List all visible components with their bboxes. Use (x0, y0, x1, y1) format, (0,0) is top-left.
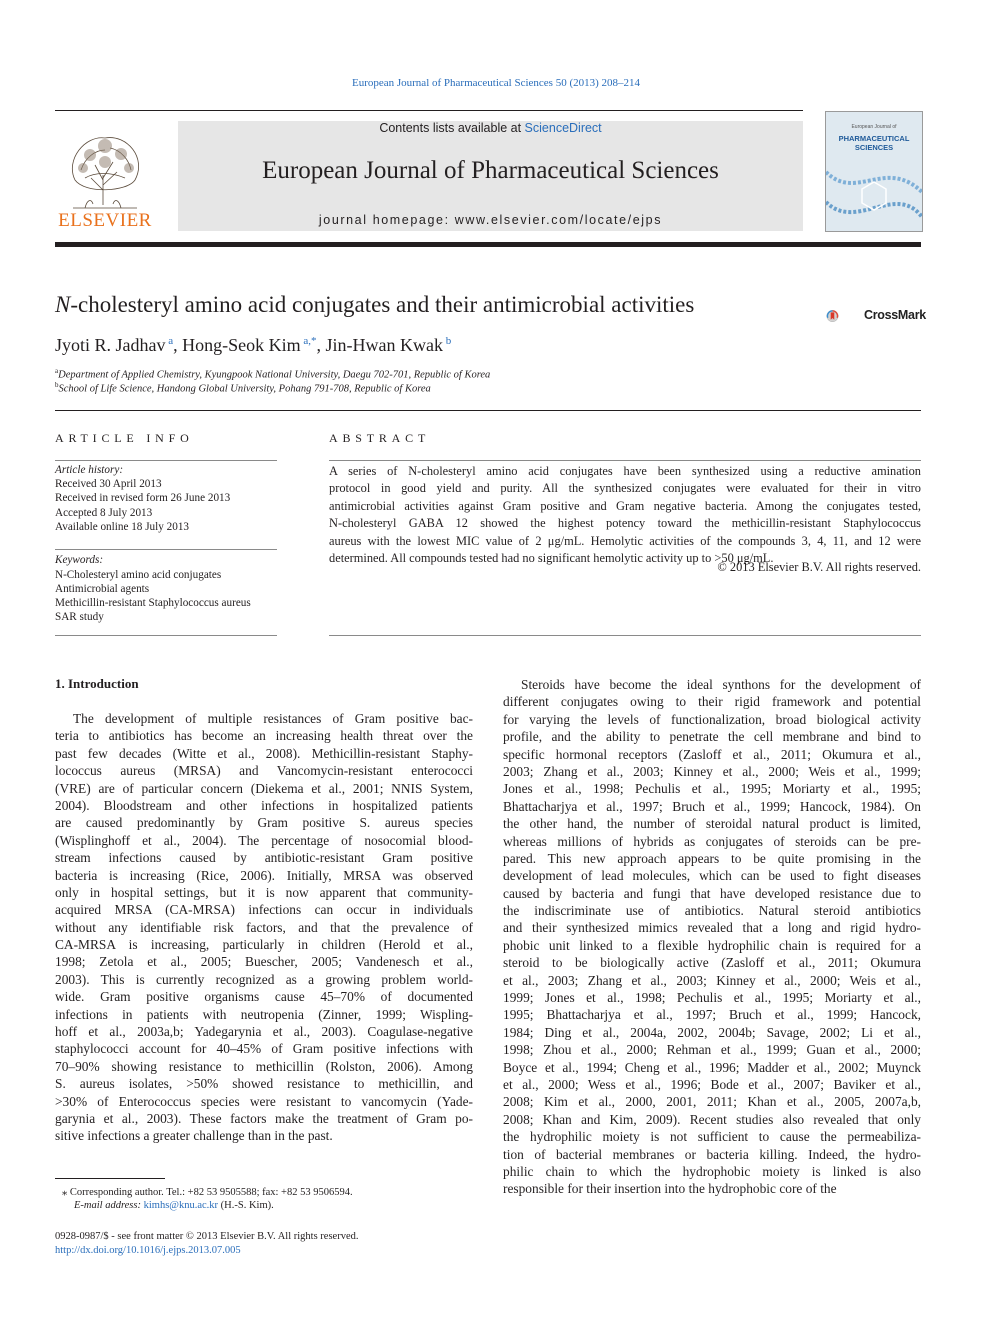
author-name[interactable]: Hong-Seok Kim (182, 335, 301, 355)
body-text-line: 2004). Bloodstream and other infections in hospitalized patients (55, 797, 473, 813)
copyright-notice: © 2013 Elsevier B.V. All rights reserved. (717, 560, 921, 574)
body-text-line: Boyce et al., 1994; Cheng et al., 1996; Madder et al., 2002; Muynck (503, 1059, 921, 1075)
body-text-line: 2008; Kim et al., 2000, 2001, 2011; Khan et al., 2005, 2007a,b, (503, 1094, 921, 1110)
journal-citation[interactable]: European Journal of Pharmaceutical Sciences 50 (2013) 208–214 (351, 77, 641, 89)
keyword: SAR study (55, 611, 104, 623)
body-text-line: different conjugates owing to their rigid framework and potential (503, 694, 921, 710)
cover-title: PHARMACEUTICAL SCIENCES (838, 134, 910, 152)
crossmark-label[interactable]: CrossMark (864, 308, 926, 322)
body-text-line: tion of bacterial membranes or bacteria killing. Indeed, the hydro- (503, 1146, 921, 1162)
article-title: N-cholesteryl amino acid conjugates and their antimicrobial activities (55, 292, 695, 317)
body-text-line: sitive infections a greater challenge than in the past. (55, 1128, 333, 1144)
author-affil-sup[interactable]: b (445, 335, 452, 347)
body-column-left (55, 710, 473, 1145)
body-text-line: staphylococci account for 40–45% of Gram positive infections with (55, 1041, 473, 1057)
body-text-line: wide. Gram positive organisms cause 45–70% of documented (55, 989, 473, 1005)
abstract-line: determined. All compounds tested had no significant hemolytic activity up to >50 μg/mL. (329, 550, 774, 565)
body-text-line: teria to antibiotics has become an increasing health threat over the (55, 728, 473, 744)
divider (329, 635, 921, 636)
body-text-line: steroid to be biologically active (Zasloff et al., 2011; Okumura (503, 955, 921, 971)
body-text-line: Bhattacharjya et al., 1997; Bruch et al., 1999; Hancock, 1984). On (503, 798, 921, 814)
body-text-line: 1998; Zhou et al., 2000; Rehman et al., 1999; Guan et al., 2000; (503, 1042, 921, 1058)
body-text-line: bacteria is increasing (Rice, 2006). Initially, MRSA was observed (55, 867, 473, 883)
body-text-line: 70–90% showing resistance to methicillin (Rolston, 2006). Among (55, 1058, 473, 1074)
body-text-line: and their synthesized mimics revealed that a long and rigid hydro- (503, 920, 921, 936)
contents-line: Contents lists available at ScienceDirect (379, 121, 602, 135)
corresponding-author-note: ⁎ Corresponding author. Tel.: +82 53 9505588; fax: +82 53 9506594. (62, 1187, 353, 1198)
abstract-heading: ABSTRACT (329, 431, 431, 445)
body-text-line: the indiscriminate use of antibiotics. Natural steroid antibiotics (503, 903, 921, 919)
body-text-line: 2003). This is currently recognized as a growing problem world- (55, 971, 473, 987)
divider (55, 635, 277, 636)
body-text-line: development of lead molecules, which can be used to fight diseases (503, 868, 921, 884)
body-text-line: are caused predominantly by Gram positive S. aureus species (55, 815, 473, 831)
author-affil-sup[interactable]: a,* (303, 335, 317, 347)
journal-name: European Journal of Pharmaceutical Sciences (262, 157, 719, 184)
body-text-line: (VRE) are of particular concern (Diekema et al., 2001; NNIS System, (55, 780, 473, 796)
body-text-line: 1999; Jones et al., 1998; Pechulis et al., 1995; Moriarty et al., (503, 990, 921, 1006)
author-name[interactable]: Jyoti R. Jadhav (55, 335, 166, 355)
history-item: Received 30 April 2013 (55, 478, 162, 490)
sciencedirect-link[interactable]: ScienceDirect (524, 121, 602, 135)
body-text-line: stream infections caused by antibiotic-resistant Gram positive (55, 850, 473, 866)
body-text-line: et al., 2003; Zhang et al., 2003; Kinney et al., 2000; Weis et al., (503, 972, 921, 988)
body-text-line: the other hand, the number of steroidal natural product is limited, (503, 816, 921, 832)
body-text-line: et al., 2000; Wess et al., 1996; Bode et al., 2007; Baviker et al., (503, 1076, 921, 1092)
body-text-line: philic chain to which the hydrophobic moiety is linked is also (503, 1163, 921, 1179)
divider (55, 549, 277, 550)
doi-link[interactable]: http://dx.doi.org/10.1016/j.ejps.2013.07.005 (55, 1245, 241, 1256)
body-text-line: >30% of Enterococcus species were resistant to vancomycin (Yade- (55, 1093, 473, 1109)
body-column-right (503, 676, 921, 1198)
abstract-line: A series of N-cholesteryl amino acid conjugates have been synthesized using a reductive amination (329, 464, 921, 478)
body-text-line: (Wisplinghoff et al., 2004). The percentage of nosocomial blood- (55, 832, 473, 848)
history-item: Received in revised form 26 June 2013 (55, 492, 231, 504)
body-text-line: specific hormonal receptors (Zasloff et al., 2011; Okumura et al., (503, 746, 921, 762)
abstract-line: antimicrobial activities against Gram positive and Gram negative bacteria. Among the conjugates tested, (329, 498, 921, 513)
email-note: E-mail address: kimhs@knu.ac.kr (H.-S. Kim). (74, 1200, 274, 1211)
journal-cover-thumbnail[interactable] (825, 111, 923, 232)
history-item: Accepted 8 July 2013 (55, 507, 153, 519)
keyword: Antimicrobial agents (55, 583, 150, 595)
keyword: N-Cholesteryl amino acid conjugates (55, 569, 222, 581)
issn-line: 0928-0987/$ - see front matter © 2013 Elsevier B.V. All rights reserved. (55, 1231, 359, 1242)
body-text-line: garynia et al., 2003). These factors make the treatment of Gram po- (55, 1110, 473, 1126)
affiliation: $^b$School of Life Science, Handong Global University, Pohang 791-708, Republic of Korea (55, 381, 431, 395)
cover-graphic (826, 162, 922, 231)
body-text-line: Jones et al., 1998; Pechulis et al., 1995; Moriarty et al., 1995; (503, 781, 921, 797)
author-name[interactable]: Jin-Hwan Kwak (325, 335, 444, 355)
body-text-line: for varying the levels of functionalization, broad biological activity (503, 711, 921, 727)
body-text-line: the hydrophilic moiety is not sufficient to cause the permeabiliza- (503, 1129, 921, 1145)
abstract-line: aureus with the lowest MIC value of 2 μg/mL. Hemolytic activities of the compounds 3, 4, 11, and 12 were (329, 533, 921, 548)
body-text-line: CA-MRSA is increasing, particularly in children (Herold et al., (55, 937, 473, 953)
keywords-label: Keywords: (55, 554, 104, 566)
abstract-line: protocol in good yield and purity. All the synthesized conjugates were evaluated for their in vitro (329, 481, 921, 496)
divider (55, 410, 921, 411)
keyword: Methicillin-resistant Staphylococcus aureus (55, 597, 251, 609)
body-text-line: whereas millions of hybrids as conjugates of steroids can be pre- (503, 833, 921, 849)
affiliation: $^a$Department of Applied Chemistry, Kyungpook National University, Daegu 702-701, Republic of Korea (55, 367, 491, 381)
body-text-line: only in hospital settings, but it is now apparent that community- (55, 884, 473, 900)
body-text-line: pared. This new approach appears to be quite promising in the (503, 850, 921, 866)
divider (55, 460, 277, 461)
footnote-rule (55, 1178, 165, 1179)
body-text-line: 1984; Ding et al., 2004a, 2002, 2004b; Savage, 2002; Li et al., (503, 1024, 921, 1040)
journal-homepage: journal homepage: www.elsevier.com/locate/ejps (318, 213, 663, 227)
body-text-line: infections in patients with neutropenia (Zinner, 1999; Wispling- (55, 1006, 473, 1022)
crossmark-icon[interactable] (826, 297, 862, 335)
body-text-line: phobic unit linked to a flexible hydrophilic chain is required for a (503, 937, 921, 953)
body-text-line: without any identifiable risk factors, and that the prevalence of (55, 919, 473, 935)
body-text-line: Steroids have become the ideal synthons for the development of (521, 677, 921, 692)
body-text-line: The development of multiple resistances of Gram positive bac- (73, 711, 473, 726)
body-text-line: 2003; Zhang et al., 2003; Kinney et al., 2000; Weis et al., 1999; (503, 763, 921, 779)
article-info-heading: ARTICLE INFO (55, 431, 194, 445)
body-text-line: 2008; Khan and Kim, 2009). Recent studies also revealed that only (503, 1111, 921, 1127)
history-item: Available online 18 July 2013 (55, 521, 190, 533)
body-text-line: 1998; Zetola et al., 2005; Buescher, 2005; Vandenesch et al., (55, 954, 473, 970)
abstract-line: N-cholesteryl GABA 12 showed the highest potency toward the methicillin-resistant Staphylococcus (329, 516, 921, 531)
cover-kicker: European Journal of (851, 124, 897, 130)
body-text-line: S. aureus isolates, >50% showed resistance to methicillin, and (55, 1076, 473, 1092)
abstract-text (329, 463, 921, 567)
author-list: Jyoti R. Jadhav $^a$, Hong-Seok Kim $^{a,*}$, Jin-Hwan Kwak $^b$ (55, 335, 452, 355)
elsevier-wordmark: ELSEVIER (58, 210, 152, 231)
header-rule (55, 110, 803, 111)
body-text-line: profile, and the ability to penetrate the cell membrane and bind to (503, 729, 921, 745)
homepage-link[interactable]: www.elsevier.com/locate/ejps (454, 213, 663, 227)
body-text-line: 1995; Bhattacharjya et al., 1997; Bruch et al., 1999; Hancock, (503, 1007, 921, 1023)
body-text-line: past few decades (Witte et al., 2008). Methicillin-resistant Staphy- (55, 745, 473, 761)
divider (329, 460, 921, 461)
body-text-line: hoff et al., 2003a,b; Yadegarynia et al., 2003). Coagulase-negative (55, 1024, 473, 1040)
body-text-line: responsible for their insertion into the hydrophobic core of the (503, 1181, 837, 1197)
history-label: Article history: (55, 464, 124, 476)
author-affil-sup[interactable]: a (168, 335, 174, 347)
body-text-line: lococcus aureus (MRSA) and Vancomycin-resistant enterococci (55, 763, 473, 779)
body-text-line: acquired MRSA (CA-MRSA) infections can occur in individuals (55, 902, 473, 918)
body-text-line: caused by bacteria and fungi that have developed resistance due to (503, 885, 921, 901)
email-link[interactable]: kimhs@knu.ac.kr (143, 1200, 219, 1211)
header-thick-rule (55, 242, 921, 247)
section-heading: 1. Introduction (55, 676, 139, 691)
